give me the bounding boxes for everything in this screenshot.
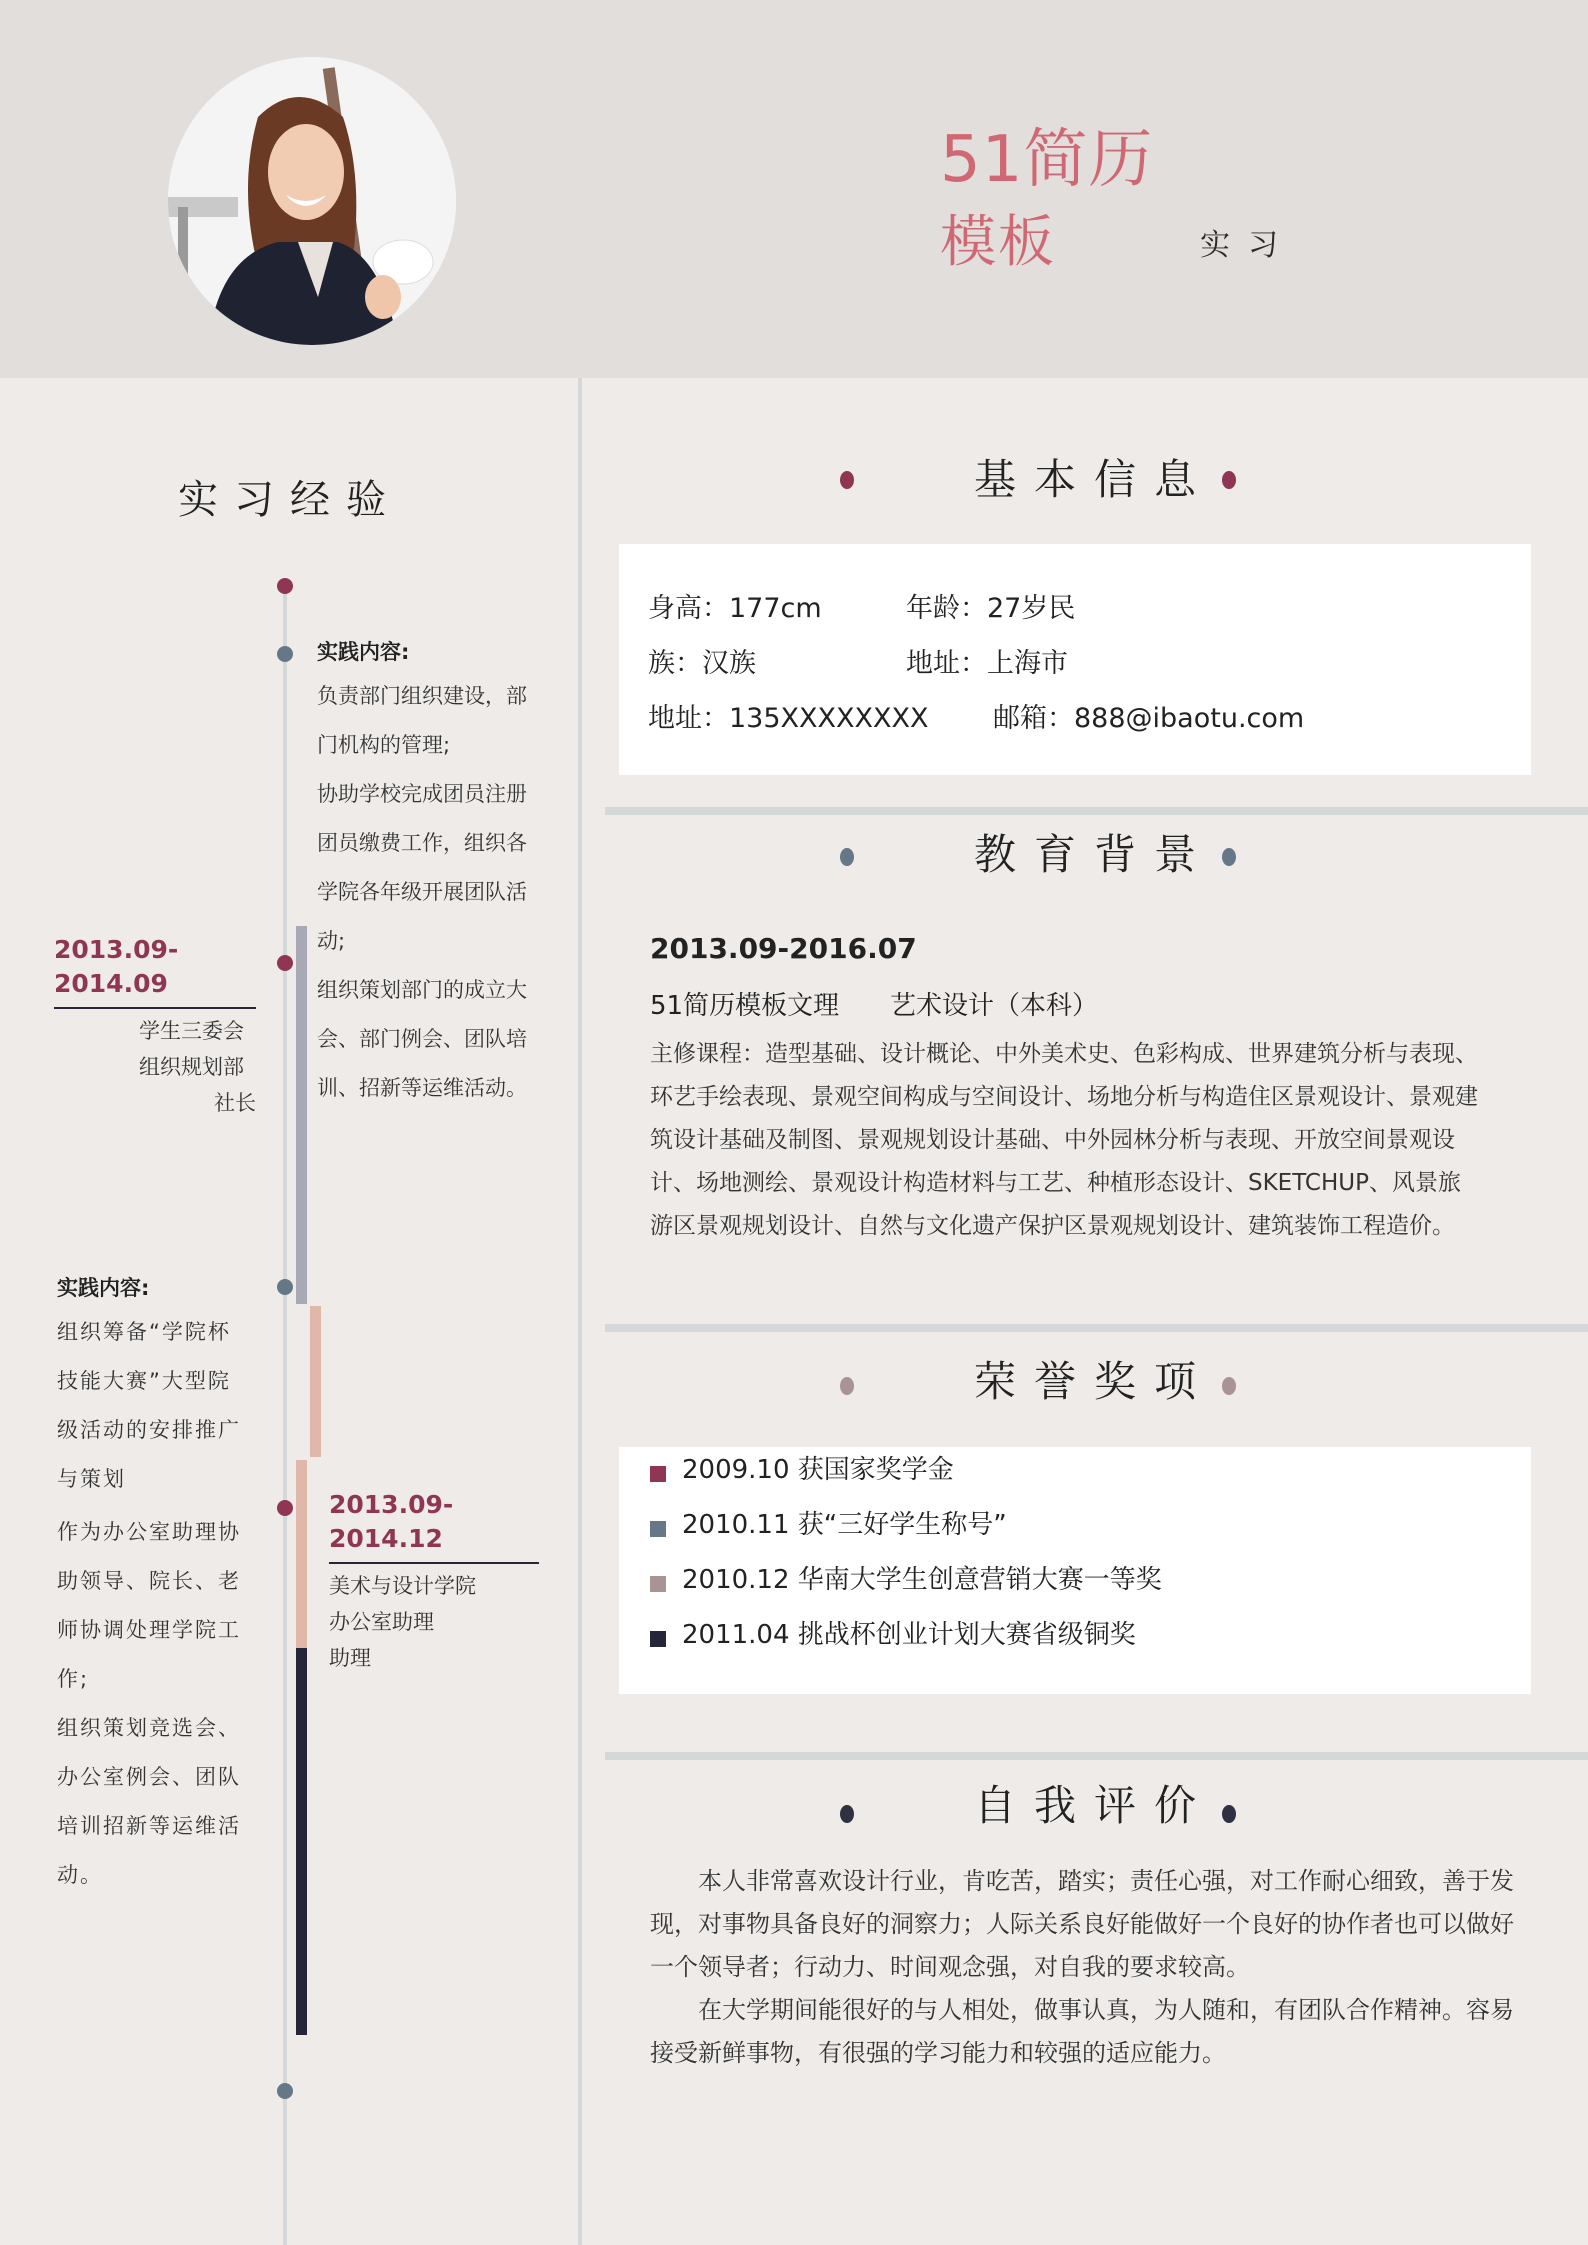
info-height bbox=[648, 581, 822, 636]
timeline-dot-start bbox=[277, 578, 293, 594]
info-label: 身高： bbox=[648, 593, 729, 624]
info-address bbox=[906, 636, 1068, 691]
internship-entry-2-header bbox=[329, 1488, 539, 1676]
profile-photo-icon bbox=[168, 57, 456, 345]
practice-content-label: 实践内容: bbox=[317, 640, 410, 664]
timeline-dot-1 bbox=[277, 646, 293, 662]
education-major: 艺术设计（本科） bbox=[890, 991, 1099, 1021]
self-evaluation-paragraph: 本人非常喜欢设计行业，肯吃苦，踏实；责任心强，对工作耐心细致，善于发现，对事物具备良好的洞察力；人际关系良好能做好一个良好的协作者也可以做好一个领导者；行动力、时间观念强，对自我的要求较高。 bbox=[650, 1867, 1514, 1981]
timeline-dot-end bbox=[277, 2083, 293, 2099]
practice-content-line: 办公室例会、团队 bbox=[57, 1765, 241, 1789]
award-text: 2011.04 挑战杯创业计划大赛省级铜奖 bbox=[682, 1620, 1136, 1650]
education-date: 2013.09-2016.07 bbox=[650, 932, 917, 965]
practice-content-line: 师协调处理学院工 bbox=[57, 1618, 241, 1642]
internship-section-title: 实习经验 bbox=[178, 477, 402, 523]
award-text: 2010.11 获“三好学生称号” bbox=[682, 1510, 1007, 1540]
award-text: 2009.10 获国家奖学金 bbox=[682, 1455, 954, 1485]
education-courses: 主修课程：造型基础、设计概论、中外美术史、色彩构成、世界建筑分析与表现、环艺手绘表现、景观空间构成与空间设计、场地分析与构造住区景观设计、景观建筑设计基础及制图、景观规划设计基础、中外园林分析与表现、开放空间景观设计、场地测绘、景观设计构造材料与工艺、种植形态设计、SKETCHUP、风景旅游区景观规划设计、自然与文化遗产保护区景观规划设计、建筑装饰工程造价。 bbox=[650, 1041, 1478, 1239]
bullet-square-icon bbox=[650, 1576, 666, 1592]
info-value: 上海市 bbox=[987, 648, 1068, 679]
bullet-square-icon bbox=[650, 1631, 666, 1647]
info-age bbox=[906, 581, 1075, 636]
info-value: 汉族 bbox=[702, 648, 756, 679]
internship-role-line: 办公室助理 bbox=[329, 1610, 434, 1634]
practice-content-line: 学院各年级开展团队活 bbox=[317, 880, 527, 904]
section-dot-icon bbox=[1222, 471, 1236, 489]
award-item bbox=[650, 1507, 1007, 1543]
info-value: 135XXXXXXXX bbox=[729, 703, 929, 734]
timeline-dot-4 bbox=[277, 1500, 293, 1516]
section-dot-icon bbox=[840, 471, 854, 489]
practice-content-line: 组织策划竞选会、 bbox=[57, 1716, 241, 1740]
practice-content-line: 团员缴费工作，组织各 bbox=[317, 831, 527, 855]
column-divider bbox=[578, 378, 582, 2245]
internship-entry-1-header bbox=[54, 933, 256, 1121]
self-evaluation-text bbox=[650, 1860, 1520, 2075]
timeline-bar-dark bbox=[296, 1648, 307, 2035]
section-dot-icon bbox=[840, 1377, 854, 1395]
section-divider bbox=[605, 1324, 1588, 1332]
practice-content-label: 实践内容: bbox=[57, 1276, 150, 1300]
practice-content-line: 会、部门例会、团队培 bbox=[317, 1027, 527, 1051]
practice-content-line: 助领导、院长、老 bbox=[57, 1569, 241, 1593]
basic-info-section-title: 基本信息 bbox=[973, 455, 1214, 504]
timeline-bar-pink-upper bbox=[310, 1306, 321, 1457]
info-value: 27岁民 bbox=[987, 593, 1076, 624]
section-dot-icon bbox=[840, 1805, 854, 1823]
self-evaluation-paragraph: 在大学期间能很好的与人相处，做事认真，为人随和，有团队合作精神。容易接受新鲜事物，有很强的学习能力和较强的适应能力。 bbox=[650, 1996, 1514, 2067]
internship-role-line: 助理 bbox=[329, 1646, 371, 1670]
resume-title-line2: 模板 bbox=[940, 210, 1056, 275]
timeline-dot-3 bbox=[277, 1279, 293, 1295]
timeline-bar-grey bbox=[296, 926, 307, 1304]
info-label: 年龄： bbox=[906, 593, 987, 624]
info-phone bbox=[648, 691, 929, 746]
timeline-dot-2 bbox=[277, 955, 293, 971]
timeline-line bbox=[283, 585, 287, 2245]
award-item bbox=[650, 1562, 1162, 1598]
info-label: 邮箱： bbox=[993, 703, 1074, 734]
practice-content-line: 负责部门组织建设，部 bbox=[317, 684, 527, 708]
practice-content-line: 组织策划部门的成立大 bbox=[317, 978, 527, 1002]
internship-role-line: 社长 bbox=[214, 1091, 256, 1115]
info-ethnicity bbox=[648, 636, 756, 691]
award-item bbox=[650, 1617, 1136, 1653]
info-value[interactable]: 888@ibaotu.com bbox=[1074, 703, 1305, 734]
practice-content-line: 与策划 bbox=[57, 1467, 126, 1491]
internship-role-line: 学生三委会 bbox=[139, 1019, 244, 1043]
bullet-square-icon bbox=[650, 1466, 666, 1482]
practice-content-line: 技能大赛”大型院 bbox=[57, 1369, 231, 1393]
bullet-square-icon bbox=[650, 1521, 666, 1537]
info-value: 177cm bbox=[729, 593, 822, 624]
practice-content-line: 训、招新等运维活动。 bbox=[317, 1076, 527, 1100]
section-dot-icon bbox=[840, 848, 854, 866]
education-section-title: 教育背景 bbox=[973, 830, 1214, 879]
info-label: 地址： bbox=[648, 703, 729, 734]
practice-content-line: 动。 bbox=[57, 1863, 103, 1887]
practice-content-line: 作为办公室助理协 bbox=[57, 1520, 241, 1544]
practice-content-line: 组织筹备“学院杯 bbox=[57, 1320, 231, 1344]
section-dot-icon bbox=[1222, 848, 1236, 866]
info-label: 地址： bbox=[906, 648, 987, 679]
practice-content-line: 协助学校完成团员注册 bbox=[317, 782, 527, 806]
timeline-bar-pink-lower bbox=[296, 1460, 307, 1648]
practice-content-line: 动; bbox=[317, 929, 346, 953]
section-dot-icon bbox=[1222, 1377, 1236, 1395]
award-text: 2010.12 华南大学生创意营销大赛一等奖 bbox=[682, 1565, 1162, 1595]
info-label: 族： bbox=[648, 648, 702, 679]
education-school: 51简历模板文理 bbox=[650, 991, 840, 1021]
internship-entry-2-content bbox=[57, 1268, 262, 1900]
section-divider bbox=[605, 807, 1588, 815]
practice-content-line: 培训招新等运维活 bbox=[57, 1814, 241, 1838]
award-item bbox=[650, 1452, 954, 1488]
resume-title-line1: 51简历 bbox=[940, 123, 1154, 197]
practice-content-line: 门机构的管理; bbox=[317, 733, 451, 757]
section-divider bbox=[605, 1752, 1588, 1760]
info-email bbox=[993, 691, 1304, 746]
internship-date: 2013.09-2014.12 bbox=[329, 1488, 539, 1564]
internship-role-line: 组织规划部 bbox=[139, 1055, 244, 1079]
internship-role-line: 美术与设计学院 bbox=[329, 1574, 476, 1598]
awards-section-title: 荣誉奖项 bbox=[973, 1357, 1214, 1406]
internship-date: 2013.09-2014.09 bbox=[54, 933, 256, 1009]
section-dot-icon bbox=[1222, 1805, 1236, 1823]
practice-content-line: 作; bbox=[57, 1667, 90, 1691]
profile-photo bbox=[168, 57, 456, 345]
self-evaluation-section-title: 自我评价 bbox=[973, 1781, 1214, 1830]
resume-subtitle: 实习 bbox=[1200, 228, 1296, 263]
practice-content-line: 级活动的安排推广 bbox=[57, 1418, 241, 1442]
internship-entry-1-content bbox=[317, 632, 562, 1113]
